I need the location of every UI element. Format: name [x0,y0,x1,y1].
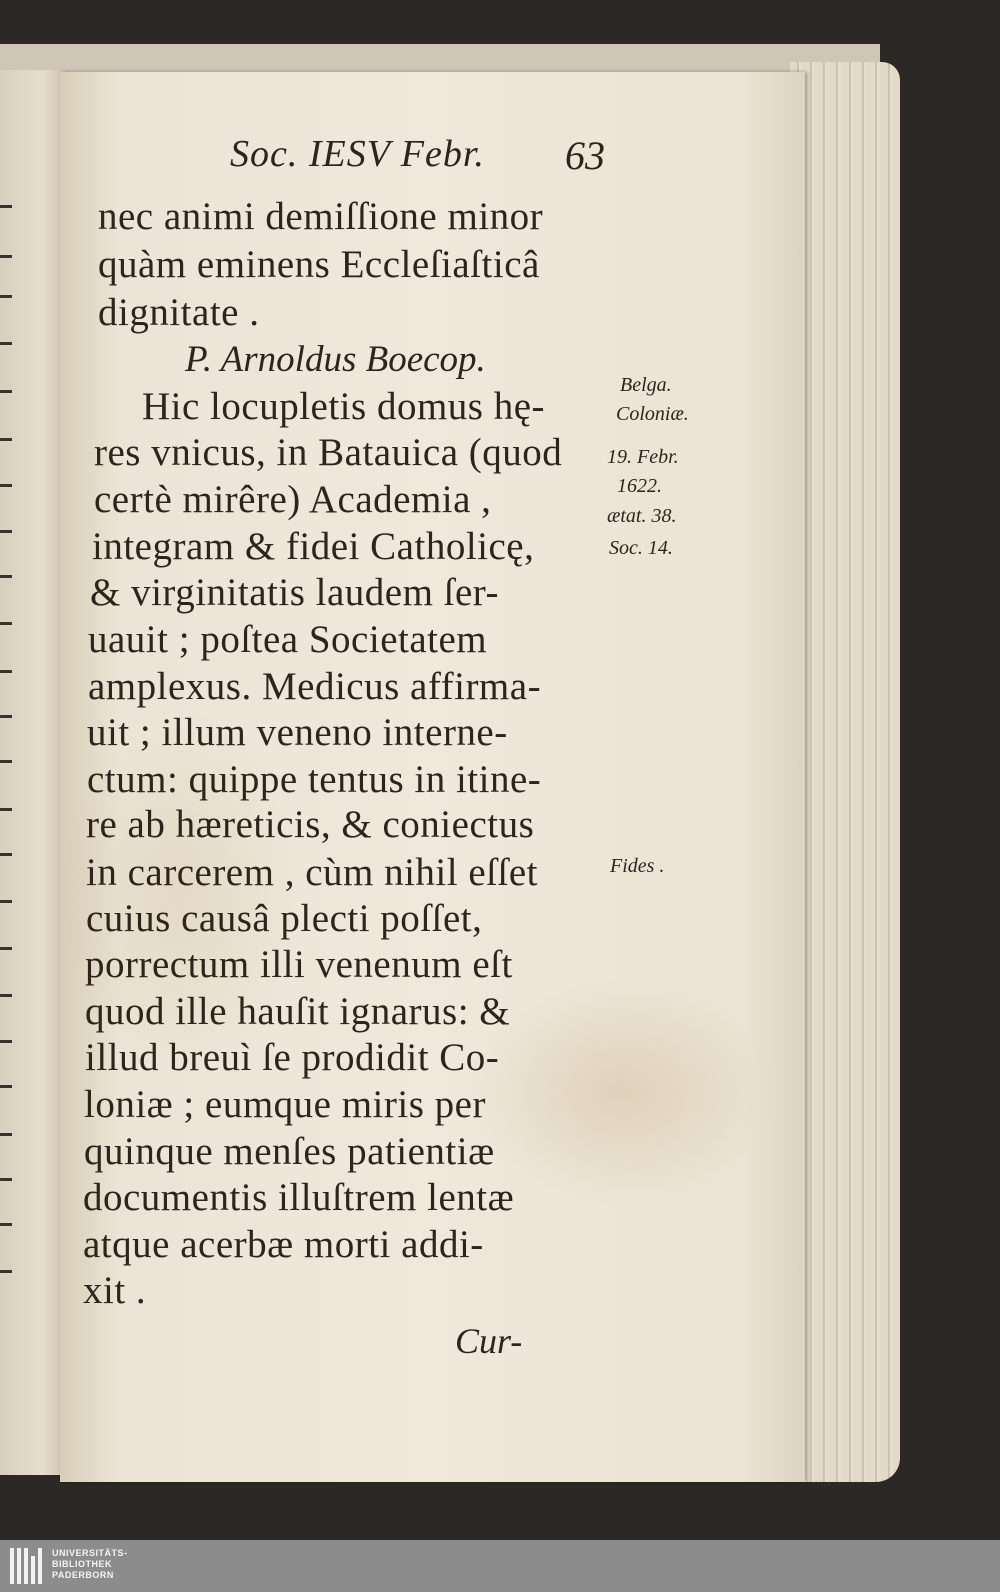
text-line: integram & fidei Catholicę, [92,525,535,568]
book-page [60,72,805,1482]
margin-note-aetat: ætat. 38. [607,505,677,527]
margin-note-date: 19. Febr. [607,446,679,468]
text-line: quod ille hauſit ignarus: & [85,990,511,1033]
left-page-text-fragments [0,70,20,1475]
library-footer-bar [0,1540,1000,1592]
text-line: atque acerbæ morti addi- [83,1223,484,1266]
text-line: quàm eminens Eccleſiaſticâ [98,243,540,286]
text-line: res vnicus, in Batauica (quod [94,431,563,474]
text-line: Hic locupletis domus hę- [142,385,546,428]
text-line: porrectum illi venenum eſt [85,943,513,986]
text-line: xit . [83,1269,147,1312]
text-line: illud breuì ſe prodidit Co- [85,1036,500,1079]
margin-note-coloniae: Coloniæ. [616,403,689,425]
text-line: cuius causâ plecti poſſet, [86,897,483,940]
margin-note-belga: Belga. [620,374,672,396]
logo-line: PADERBORN [52,1570,114,1580]
text-line: ctum: quippe tentus in itine- [87,758,542,801]
text-line: re ab hæreticis, & coniectus [86,803,535,846]
running-title: Soc. IESV Febr. [230,133,485,175]
page-number: 63 [565,133,605,178]
page-block-edges [790,62,900,1482]
text-line: in carcerem , cùm nihil eſſet [86,851,538,894]
logo-line: UNIVERSITÄTS- [52,1548,128,1558]
margin-note-year: 1622. [617,475,662,497]
text-line: uit ; illum veneno interne- [87,711,508,754]
library-logo-text [52,1548,128,1581]
text-line: documentis illuſtrem lentæ [83,1176,515,1219]
margin-note-fides: Fides . [610,855,665,877]
text-line: dignitate . [98,291,260,334]
text-line: & virginitatis laudem ſer- [90,571,499,614]
catchword: Cur- [455,1321,523,1361]
logo-line: BIBLIOTHEK [52,1559,112,1569]
text-line: quinque menſes patientiæ [84,1130,495,1173]
text-line: certè mirêre) Academia , [94,478,492,521]
text-line: nec animi demiſſione minor [98,195,544,238]
text-line: loniæ ; eumque miris per [84,1083,486,1126]
margin-note-soc: Soc. 14. [609,537,673,559]
text-line: amplexus. Medicus affirma- [88,665,542,708]
library-logo-icon [10,1548,46,1584]
page-top-edge [0,44,880,74]
text-line: uauit ; poſtea Societatem [88,618,488,661]
section-heading: P. Arnoldus Boecop. [185,339,486,380]
